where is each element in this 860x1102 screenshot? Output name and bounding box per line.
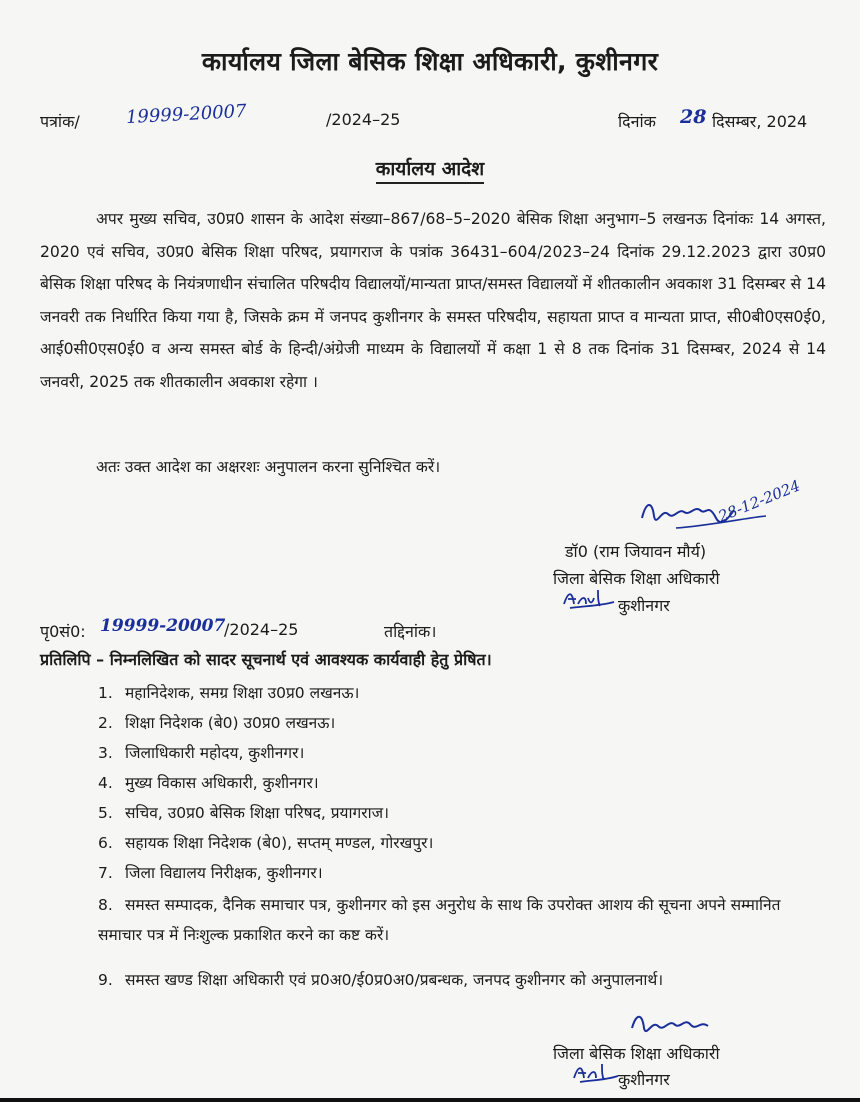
initials-scribble-bottom bbox=[570, 1060, 622, 1086]
signature-date-handwritten: 28-12-2024 bbox=[715, 476, 803, 526]
officer-name: डॉ0 (राम जियावन मौर्य) bbox=[565, 542, 707, 561]
date-day-handwritten: 28 bbox=[680, 106, 707, 128]
copy-ref-session: /2024–25 bbox=[224, 620, 299, 639]
list-item: 3. जिलाधिकारी महोदय, कुशीनगर। bbox=[98, 744, 305, 762]
copy-same-date: तद्दिनांक। bbox=[384, 622, 437, 641]
page-bottom-edge bbox=[0, 1098, 860, 1102]
letter-number-label: पत्रांक/ bbox=[40, 112, 80, 131]
date-suffix: दिसम्बर, 2024 bbox=[712, 112, 808, 131]
list-item: 7. जिला विद्यालय निरीक्षक, कुशीनगर। bbox=[98, 864, 323, 882]
list-item: 1. महानिदेशक, समग्र शिक्षा उ0प्र0 लखनऊ। bbox=[98, 684, 360, 702]
copy-ref-handwritten: 19999-20007 bbox=[100, 616, 226, 636]
officer-designation: जिला बेसिक शिक्षा अधिकारी bbox=[553, 569, 720, 588]
list-item: 8. समस्त सम्पादक, दैनिक समाचार पत्र, कुशीनगर को इस अनुरोध के साथ कि उपरोक्त आशय की सूचना अपने सम्मानित समाचार पत्र में निःशुल्क प्रकाशित करने का कष्ट करें। bbox=[98, 896, 781, 944]
recipient-list bbox=[98, 680, 828, 997]
bottom-place: कुशीनगर bbox=[618, 1070, 670, 1089]
list-item: 2. शिक्षा निदेशक (बे0) उ0प्र0 लखनऊ। bbox=[98, 714, 336, 732]
office-title: कार्यालय जिला बेसिक शिक्षा अधिकारी, कुशीनगर bbox=[201, 47, 659, 76]
list-item: 9. समस्त खण्ड शिक्षा अधिकारी एवं प्र0अ0/ई0प्र0अ0/प्रबन्धक, जनपद कुशीनगर को अनुपालनार्थ। bbox=[98, 971, 664, 989]
copy-intro: प्रतिलिपि – निम्नलिखित को सादर सूचनार्थ एवं आवश्यक कार्यवाही हेतु प्रेषित। bbox=[40, 650, 492, 669]
bottom-designation: जिला बेसिक शिक्षा अधिकारी bbox=[553, 1044, 720, 1063]
compliance-line: अतः उक्त आदेश का अक्षरशः अनुपालन करना सुनिश्चित करें। bbox=[96, 458, 441, 476]
copy-ref-label: पृ0सं0: bbox=[40, 622, 86, 641]
order-title: कार्यालय आदेश bbox=[0, 155, 860, 181]
order-body: अपर मुख्य सचिव, उ0प्र0 शासन के आदेश संख्या–867/68–5–2020 बेसिक शिक्षा अनुभाग–5 लखनऊ दिनांकः 14 अगस्त, 2020 एवं सचिव, उ0प्र0 बेसिक शिक्षा परिषद, प्रयागराज के पत्रांक 36431–604/2023–24 दिनांक 29.12.2023 द्वारा उ0प्र0 बेसिक शिक्षा परिषद के नियंत्रणाधीन संचालित परिषदीय विद्यालयों/मान्यता प्राप्त/समस्त विद्यालयों में शीतकालीन अवकाश 31 दिसम्बर से 14 जनवरी तक निर्धारित किया गया है, जिसके क्रम में जनपद कुशीनगर के समस्त परिषदीय, सहायता प्राप्त व मान्यता प्राप्त, सी0बी0एस0ई0, आई0सी0एस0ई0 व अन्य समस्त बोर्ड के हिन्दी/अंग्रेजी माध्यम के विद्यालयों में कक्षा 1 से 8 तक दिनांक 31 दिसम्बर, 2024 से 14 जनवरी, 2025 तक शीतकालीन अवकाश रहेगा । bbox=[40, 210, 826, 391]
officer-place: कुशीनगर bbox=[618, 596, 670, 615]
list-item: 4. मुख्य विकास अधिकारी, कुशीनगर। bbox=[98, 774, 319, 792]
letter-number-handwritten: 19999-20007 bbox=[125, 100, 248, 129]
list-item: 6. सहायक शिक्षा निदेशक (बे0), सप्तम् मण्डल, गोरखपुर। bbox=[98, 834, 434, 852]
initials-scribble-top bbox=[560, 586, 618, 612]
signature-scribble-bottom bbox=[628, 1006, 724, 1042]
letter-number-session: /2024–25 bbox=[326, 110, 401, 129]
list-item: 5. सचिव, उ0प्र0 बेसिक शिक्षा परिषद, प्रयागराज। bbox=[98, 804, 389, 822]
date-prefix: दिनांक bbox=[618, 112, 656, 131]
